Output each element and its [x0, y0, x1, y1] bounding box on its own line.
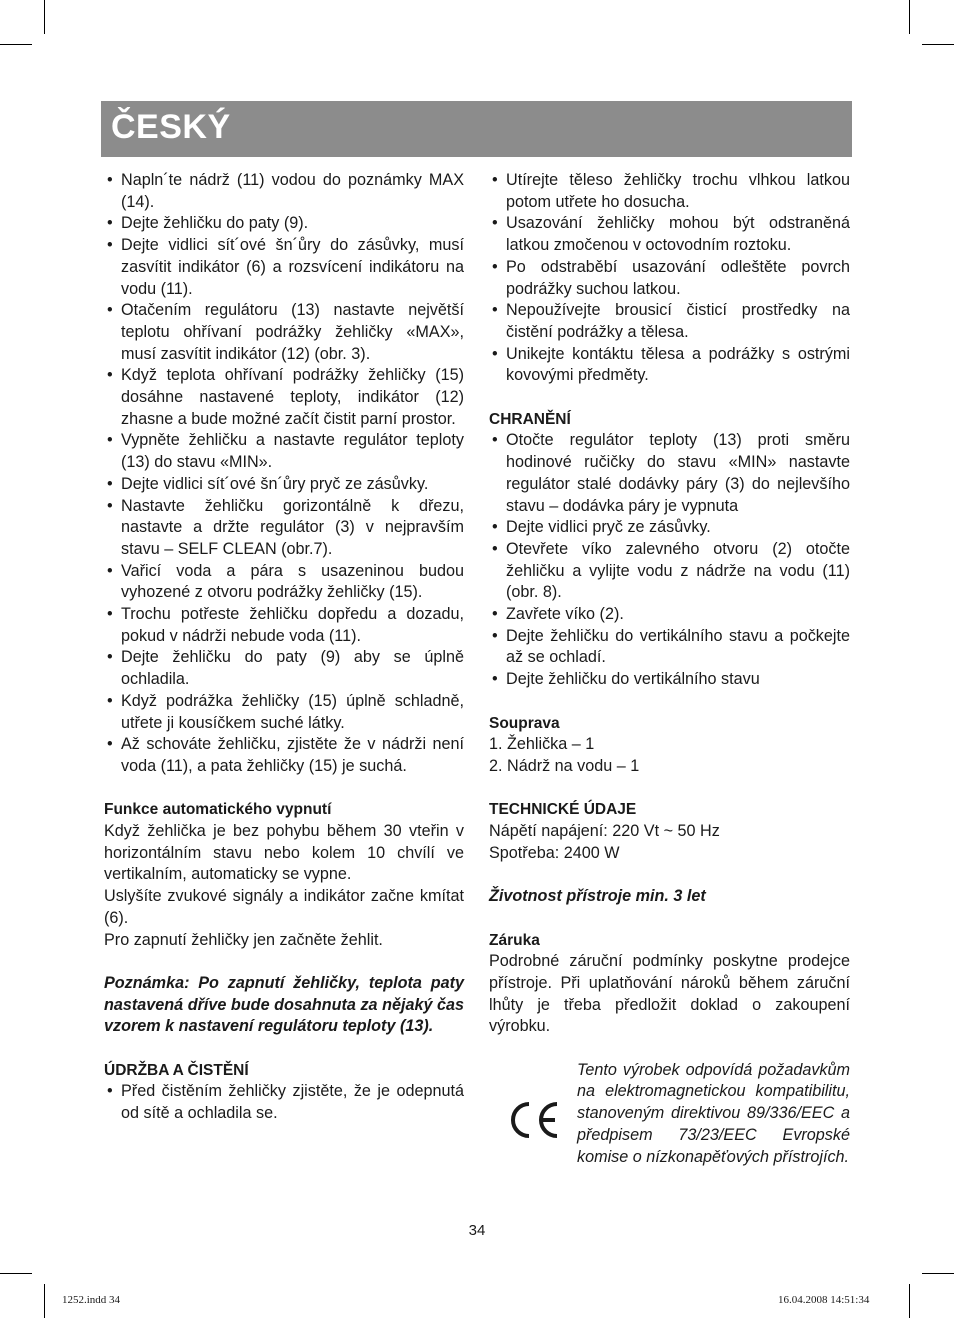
- ce-mark-icon: [507, 1098, 563, 1142]
- paragraph: Když žehlička je bez pohybu během 30 vteřin v horizontálním stavu nebo kolem 10 chvílí ve vertikalním, automaticky se vypne.: [104, 822, 464, 884]
- page-number: 34: [468, 1222, 486, 1239]
- paragraph: Pro zapnutí žehličky jen začněte žehlit.: [104, 930, 383, 949]
- care-heading: ÚDRŽBA A ČISTĚNÍ: [104, 1061, 249, 1079]
- lifetime-line: Životnost přístroje min. 3 let: [489, 887, 706, 906]
- list-item: • Trochu potřeste žehličku dopředu a dozadu, pokud v nádrži nebude voda (11).: [107, 605, 464, 645]
- print-slug-date: 16.04.2008 14:51:34: [778, 1294, 870, 1306]
- list-item: • Dejte žehličku do vertikálního stavu: [492, 670, 760, 689]
- list-item: • Vařicí voda a pára s usazeninou budou vyhozené z otvoru podrážky žehličky (15).: [107, 561, 464, 602]
- list-item: • Usazování žehličky mohou být odstraněná latkou zmočenou v octovodním roztoku.: [492, 214, 850, 255]
- list-item: • Zavřete víko (2).: [492, 605, 624, 624]
- note-paragraph: Poznámka: Po zapnutí žehličky, teplota paty nastavená dříve bude dosahnuta za nějaký čas vzorem k nastavení regulátoru teploty (13).: [104, 973, 464, 1036]
- list-item: • Utírejte těleso žehličky trochu vlhkou latkou potom utřete ho dosucha.: [492, 171, 850, 211]
- storage-list: [489, 430, 850, 690]
- list-item: • Otačením regulátoru (13) nastavte největší teplotu ohřívaní podrážky žehličky «MAX», musí zasvítit indikátor (12) (obr. 3).: [107, 301, 464, 363]
- right-column: [489, 170, 850, 1190]
- list-item: • Otevřete víko zalevného otvoru (2) otočte žehličku a vylijte vodu z nádrže na vodu (11) (obr. 8).: [492, 539, 850, 602]
- list-item: • Když podrážka žehličky (15) úplně schladně, utřete ji kousíčkem suché látky.: [107, 691, 464, 732]
- list-item: • Dejte vidlici sít´ové šn´ůry pryč ze zásůvky.: [107, 474, 429, 493]
- crop-mark: [909, 1284, 910, 1318]
- list-item: • Vypněte žehličku a nastavte regulátor teploty (13) do stavu «MIN».: [107, 431, 464, 472]
- warranty-text: Podrobné záruční podmínky poskytne prodejce přístroje. Při uplatňování nároků během záruční lhůty je třeba předložit doklad o zakoupení výrobku.: [489, 952, 850, 1036]
- care-continued-list: [489, 170, 850, 387]
- list-item: • Dejte žehličku do paty (9).: [107, 214, 309, 233]
- crop-mark: [922, 44, 954, 45]
- list-item: • Až schováte žehličku, zjistěte že v nádrži není voda (11), a pata žehličky (15) je suchá.: [107, 735, 464, 775]
- list-item: • Dejte vidlici sít´ové šn´ůry do zásůvky, musí zasvítit indikátor (6) a rozsvícení indikátoru na vodu (11).: [107, 236, 464, 298]
- warranty-heading: Záruka: [489, 931, 540, 949]
- crop-mark: [44, 1284, 45, 1318]
- spec-line: Nápětí napájení: 220 Vt ~ 50 Hz: [489, 822, 720, 841]
- list-item: • Před čistěním žehličky zjistěte, že je odepnutá od sítě a ochladila se.: [107, 1082, 464, 1123]
- crop-mark: [0, 1273, 32, 1274]
- list-item: • Dejte žehličku do vertikálního stavu a počkejte až se ochladí.: [492, 626, 850, 667]
- ce-compliance-block: [489, 1060, 850, 1190]
- crop-mark: [922, 1273, 954, 1274]
- auto-off-heading: Funkce automatického vypnutí: [104, 801, 332, 819]
- list-item: • Když teplota ohřívaní podrážky žehličky (15) dosáhne nastavené teploty, indikátor (12) zhasne a bude možné začít čistit parní prostor.: [107, 366, 464, 428]
- cleaning-steps-list: [104, 170, 464, 778]
- crop-mark: [44, 0, 45, 34]
- list-item: • Nastavte žehličku gorizontálně k dřezu, nastavte a držte regulátor (3) v nejpravším stavu – SELF CLEAN (obr.7).: [107, 496, 464, 558]
- list-item: • Dejte vidlici pryč ze zásůvky.: [492, 518, 711, 537]
- list-item: • Napln´te nádrž (11) vodou do poznámky MAX (14).: [107, 171, 464, 211]
- page-title: ČESKÝ: [111, 108, 231, 146]
- care-list: [104, 1081, 464, 1124]
- print-slug-file: 1252.indd 34: [62, 1294, 121, 1306]
- kit-item: 1. Žehlička – 1: [489, 735, 595, 754]
- paragraph: Uslyšíte zvukové signály a indikátor začne kmítat (6).: [104, 887, 464, 927]
- kit-heading: Souprava: [489, 714, 560, 732]
- crop-mark: [0, 44, 32, 45]
- list-item: • Nepoužívejte brousicí čisticí prostředky na čistění podrážky a tělesa.: [492, 301, 850, 341]
- kit-item: 2. Nádrž na vodu – 1: [489, 756, 640, 775]
- left-column: [104, 170, 464, 1125]
- list-item: • Unikejte kontáktu tělesa a podrážky s ostrými kovovými předměty.: [492, 344, 850, 385]
- crop-mark: [909, 0, 910, 34]
- specs-heading: TECHNICKÉ ÚDAJE: [489, 801, 637, 819]
- storage-heading: CHRANĚNÍ: [489, 410, 571, 428]
- list-item: • Dejte žehličku do paty (9) aby se úplně ochladila.: [107, 648, 464, 689]
- list-item: • Otočte regulátor teploty (13) proti směru hodinové ručičky do stavu «MIN» nastavte regulátor stalé dodávky páry (3) do nejlevšího stavu – dodávka páry je vypnuta: [492, 431, 850, 515]
- ce-statement: Tento výrobek odpovídá požadavkům na elektromagnetickou kompatibilitu, stanoveným direktivou 89/336/EEC a předpisem 73/23/EEC Evropské komise o nízkonapěťových přístrojích.: [577, 1060, 850, 1166]
- list-item: • Po odstraběbí usazování odleštěte povrch podrážky suchou latkou.: [492, 257, 850, 298]
- language-header-bar: [101, 101, 852, 157]
- spec-line: Spotřeba: 2400 W: [489, 843, 620, 862]
